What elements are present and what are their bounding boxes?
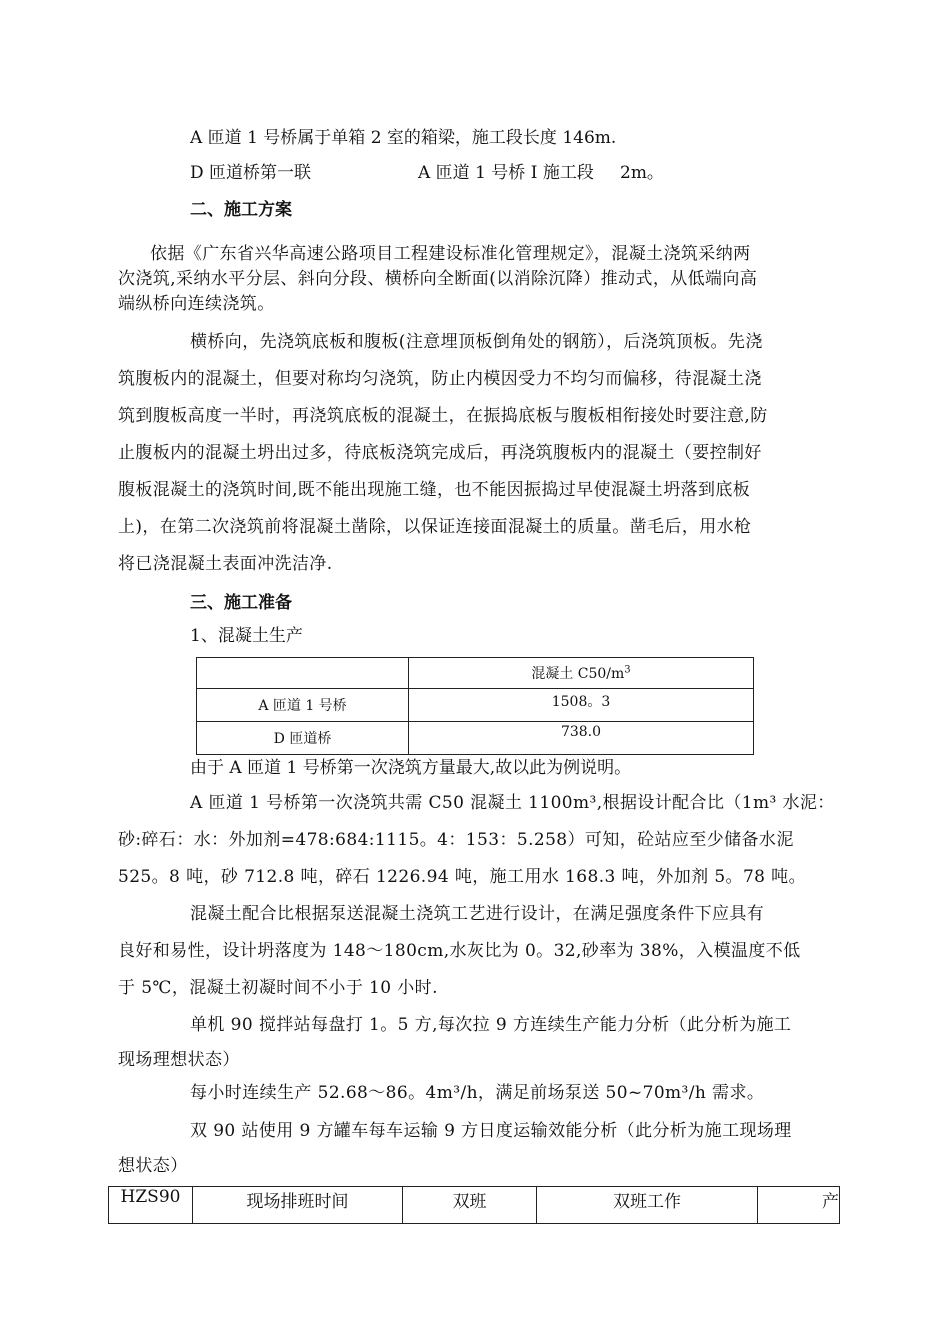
transport-efficiency-table [108,1186,840,1224]
para7-line: 双 90 站使用 9 方罐车每车运输 9 方日度运输效能分析（此分析为施工现场理 [190,1121,792,1141]
table-cell: 产 [758,1187,840,1224]
para2-line: 将已浇混凝土表面冲洗洁净. [118,554,333,574]
table-cell: HZS90 [109,1187,193,1224]
table-cell: 双班 [403,1187,537,1224]
table-cell: 双班工作 [537,1187,758,1224]
subsection-concrete-production: 1、混凝土生产 [190,626,303,646]
concrete-volume-table [196,657,754,755]
table-cell: A 匝道 1 号桥 [197,689,409,722]
para3-line: A 匝道 1 号桥第一次浇筑共需 C50 混凝土 1100m³,根据设计配合比（1m³ 水泥： [190,793,835,813]
intro-line-2-right: A 匝道 1 号桥 Ⅰ 施工段 [418,163,594,183]
para5-line: 单机 90 搅拌站每盘打 1。5 方,每次拉 9 方连续生产能力分析（此分析为施工 [190,1015,792,1035]
para2-line: 止腹板内的混凝土坍出过多，待底板浇筑完成后，再浇筑腹板内的混凝土（要控制好 [118,443,762,463]
table-row [197,722,754,755]
para5-line: 现场理想状态） [118,1050,240,1070]
para1-line: 依据《广东省兴华高速公路项目工程建设标准化管理规定》，混凝土浇筑采纳两 [150,244,751,264]
table-header-cell: 混凝土 $C50/m^3$ [409,658,754,689]
intro-line-1: A 匝道 1 号桥属于单箱 2 室的箱梁，施工段长度 146m. [190,128,617,148]
table-cell: 738.0 [409,722,754,755]
para1-line: 次浇筑,采纳水平分层、斜向分段、横桥向全断面(以消除沉降）推动式，从低端向高 [118,269,758,289]
table-note: 由于 A 匝道 1 号桥第一次浇筑方量最大,故以此为例说明。 [190,758,632,778]
table-row [197,658,754,689]
para2-line: 筑腹板内的混凝土，但要对称均匀浇筑，防止内模因受力不均匀而偏移，待混凝土浇 [118,369,762,389]
section2-heading: 二、施工方案 [190,200,292,220]
para2-line: 横桥向，先浇筑底板和腹板(注意埋顶板倒角处的钢筋），后浇筑顶板。先浇 [190,332,763,352]
para2-line: 腹板混凝土的浇筑时间,既不能出现施工缝，也不能因振捣过早使混凝土坍落到底板 [118,480,751,500]
table-row [197,689,754,722]
table-cell: 现场排班时间 [193,1187,403,1224]
table-cell: D 匝道桥 [197,722,409,755]
para2-line: 筑到腹板高度一半时，再浇筑底板的混凝土，在振捣底板与腹板相衔接处时要注意,防 [118,406,768,426]
para1-line: 端纵桥向连续浇筑。 [118,294,275,314]
intro-line-2-tail: 2m。 [620,163,664,183]
para2-line: 上)，在第二次浇筑前将混凝土凿除，以保证连接面混凝土的质量。凿毛后，用水枪 [118,517,752,537]
para7-line: 想状态） [118,1156,188,1176]
intro-line-2-left: D 匝道桥第一联 [190,163,312,183]
para3-line: 砂:碎石：水：外加剂=478:684:1115。4：153：5.258）可知，砼站应至少储备水泥 [118,830,794,850]
section3-heading: 三、施工准备 [190,593,292,613]
para4-line: 于 5℃，混凝土初凝时间不小于 10 小时. [118,978,438,998]
para3-line: 525。8 吨，砂 712.8 吨，碎石 1226.94 吨，施工用水 168.3 吨，外加剂 5。78 吨。 [118,867,806,887]
para4-line: 良好和易性，设计坍落度为 148～180cm,水灰比为 0。32,砂率为 38%，入模温度不低 [118,941,801,961]
para6-line: 每小时连续生产 52.68～86。4m³/h，满足前场泵送 50~70m³/h 需求。 [190,1083,765,1103]
table-cell: 1508。3 [409,689,754,722]
table-cell [197,658,409,689]
para4-line: 混凝土配合比根据泵送混凝土浇筑工艺进行设计，在满足强度条件下应具有 [190,904,765,924]
table-row [109,1187,840,1224]
